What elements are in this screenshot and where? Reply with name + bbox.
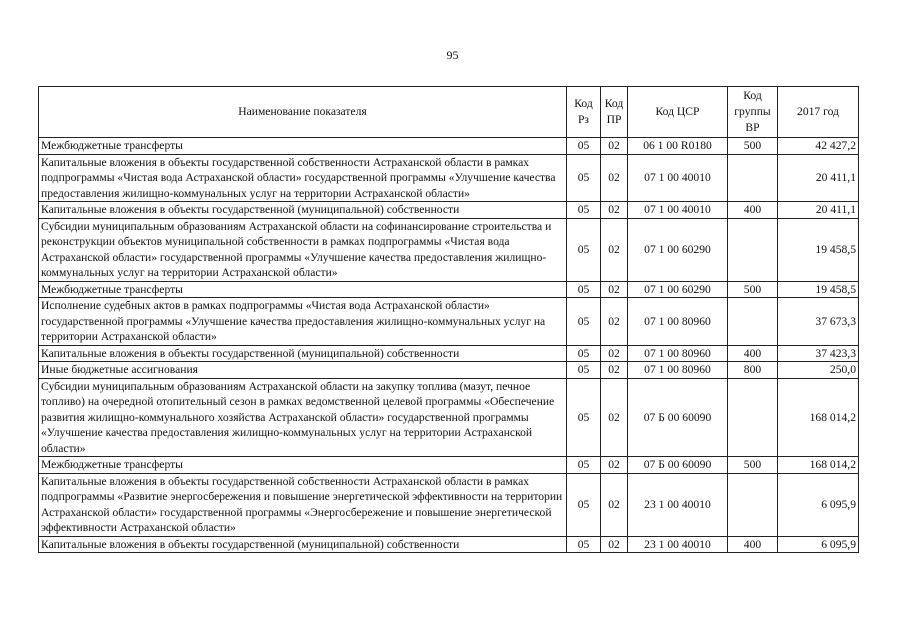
row-csr: 07 1 00 80960	[628, 345, 728, 362]
table-row	[39, 536, 859, 553]
row-amount: 42 427,2	[778, 138, 859, 155]
row-amount: 6 095,9	[778, 536, 859, 553]
row-name: Межбюджетные трансферты	[39, 138, 567, 155]
budget-table	[38, 86, 859, 553]
header-rz: Код Рз	[567, 87, 601, 138]
row-amount: 20 411,1	[778, 154, 859, 202]
table-row	[39, 378, 859, 457]
table-row	[39, 281, 859, 298]
row-rz: 05	[567, 138, 601, 155]
row-pr: 02	[601, 378, 628, 457]
row-rz: 05	[567, 298, 601, 346]
row-csr: 07 1 00 60290	[628, 218, 728, 281]
row-name: Капитальные вложения в объекты государственной (муниципальной) собственности	[39, 202, 567, 219]
row-vr: 800	[728, 362, 778, 379]
row-amount: 19 458,5	[778, 218, 859, 281]
row-rz: 05	[567, 473, 601, 536]
row-csr: 07 1 00 40010	[628, 154, 728, 202]
row-name: Субсидии муниципальным образованиям Астраханской области на закупку топлива (мазут, печное топливо) на очередной отопительный сезон в рамках ведомственной целевой программы «Обеспечение развития жилищно-коммунального хозяйства Астраханской области» государственной программы «Улучшение качества предоставления жилищно-коммунальных услуг на территории Астраханской области»	[39, 378, 567, 457]
header-csr: Код ЦСР	[628, 87, 728, 138]
row-name: Межбюджетные трансферты	[39, 281, 567, 298]
row-pr: 02	[601, 362, 628, 379]
table-header-row	[39, 87, 859, 138]
page-number: 95	[446, 48, 459, 62]
row-name: Капитальные вложения в объекты государственной собственности Астраханской области в рамках подпрограммы «Развитие энергосбережения и повышение энергетической эффективности на территории Астраханской области» государственной программы «Энергосбережение и повышение энергетической эффективности Астраханской области»	[39, 473, 567, 536]
row-csr: 07 1 00 80960	[628, 362, 728, 379]
row-pr: 02	[601, 202, 628, 219]
table-row	[39, 138, 859, 155]
row-csr: 07 1 00 40010	[628, 202, 728, 219]
table-row	[39, 218, 859, 281]
row-pr: 02	[601, 154, 628, 202]
row-rz: 05	[567, 536, 601, 553]
row-vr	[728, 298, 778, 346]
row-vr: 400	[728, 536, 778, 553]
row-name: Межбюджетные трансферты	[39, 457, 567, 474]
row-pr: 02	[601, 536, 628, 553]
table-row	[39, 362, 859, 379]
row-amount: 37 673,3	[778, 298, 859, 346]
row-amount: 19 458,5	[778, 281, 859, 298]
row-amount: 37 423,3	[778, 345, 859, 362]
row-vr: 400	[728, 202, 778, 219]
row-pr: 02	[601, 457, 628, 474]
row-rz: 05	[567, 457, 601, 474]
row-csr: 23 1 00 40010	[628, 473, 728, 536]
row-pr: 02	[601, 138, 628, 155]
row-rz: 05	[567, 345, 601, 362]
row-name: Субсидии муниципальным образованиям Астраханской области на софинансирование строительства и реконструкции объектов муниципальной собственности в рамках подпрограммы «Чистая вода Астраханской области» государственной программы «Улучшение качества предоставления жилищно-коммунальных услуг на территории Астраханской области»	[39, 218, 567, 281]
header-amount: 2017 год	[778, 87, 859, 138]
row-name: Капитальные вложения в объекты государственной (муниципальной) собственности	[39, 345, 567, 362]
row-csr: 07 1 00 80960	[628, 298, 728, 346]
row-pr: 02	[601, 281, 628, 298]
header-pr: Код ПР	[601, 87, 628, 138]
row-rz: 05	[567, 218, 601, 281]
row-pr: 02	[601, 473, 628, 536]
row-name: Капитальные вложения в объекты государственной (муниципальной) собственности	[39, 536, 567, 553]
row-vr	[728, 218, 778, 281]
row-name: Исполнение судебных актов в рамках подпрограммы «Чистая вода Астраханской области» государственной программы «Улучшение качества предоставления жилищно-коммунальных услуг на территории Астраханской области»	[39, 298, 567, 346]
row-csr: 06 1 00 R0180	[628, 138, 728, 155]
row-rz: 05	[567, 154, 601, 202]
row-csr: 07 Б 00 60090	[628, 378, 728, 457]
row-vr: 500	[728, 138, 778, 155]
row-csr: 07 1 00 60290	[628, 281, 728, 298]
row-pr: 02	[601, 345, 628, 362]
header-name: Наименование показателя	[39, 87, 567, 138]
row-vr: 400	[728, 345, 778, 362]
row-amount: 168 014,2	[778, 457, 859, 474]
table-row	[39, 457, 859, 474]
row-rz: 05	[567, 202, 601, 219]
row-name: Капитальные вложения в объекты государственной собственности Астраханской области в рамках подпрограммы «Чистая вода Астраханской области» государственной программы «Улучшение качества предоставления жилищно-коммунальных услуг на территории Астраханской области»	[39, 154, 567, 202]
row-csr: 23 1 00 40010	[628, 536, 728, 553]
table-row	[39, 345, 859, 362]
row-rz: 05	[567, 378, 601, 457]
row-vr: 500	[728, 457, 778, 474]
row-vr	[728, 473, 778, 536]
table-row	[39, 202, 859, 219]
row-pr: 02	[601, 218, 628, 281]
table-row	[39, 298, 859, 346]
row-rz: 05	[567, 281, 601, 298]
row-pr: 02	[601, 298, 628, 346]
row-vr	[728, 154, 778, 202]
table-row	[39, 154, 859, 202]
row-vr	[728, 378, 778, 457]
header-vr: Код группы ВР	[728, 87, 778, 138]
row-csr: 07 Б 00 60090	[628, 457, 728, 474]
row-name: Иные бюджетные ассигнования	[39, 362, 567, 379]
row-vr: 500	[728, 281, 778, 298]
row-amount: 6 095,9	[778, 473, 859, 536]
table-row	[39, 473, 859, 536]
row-rz: 05	[567, 362, 601, 379]
row-amount: 20 411,1	[778, 202, 859, 219]
row-amount: 250,0	[778, 362, 859, 379]
row-amount: 168 014,2	[778, 378, 859, 457]
